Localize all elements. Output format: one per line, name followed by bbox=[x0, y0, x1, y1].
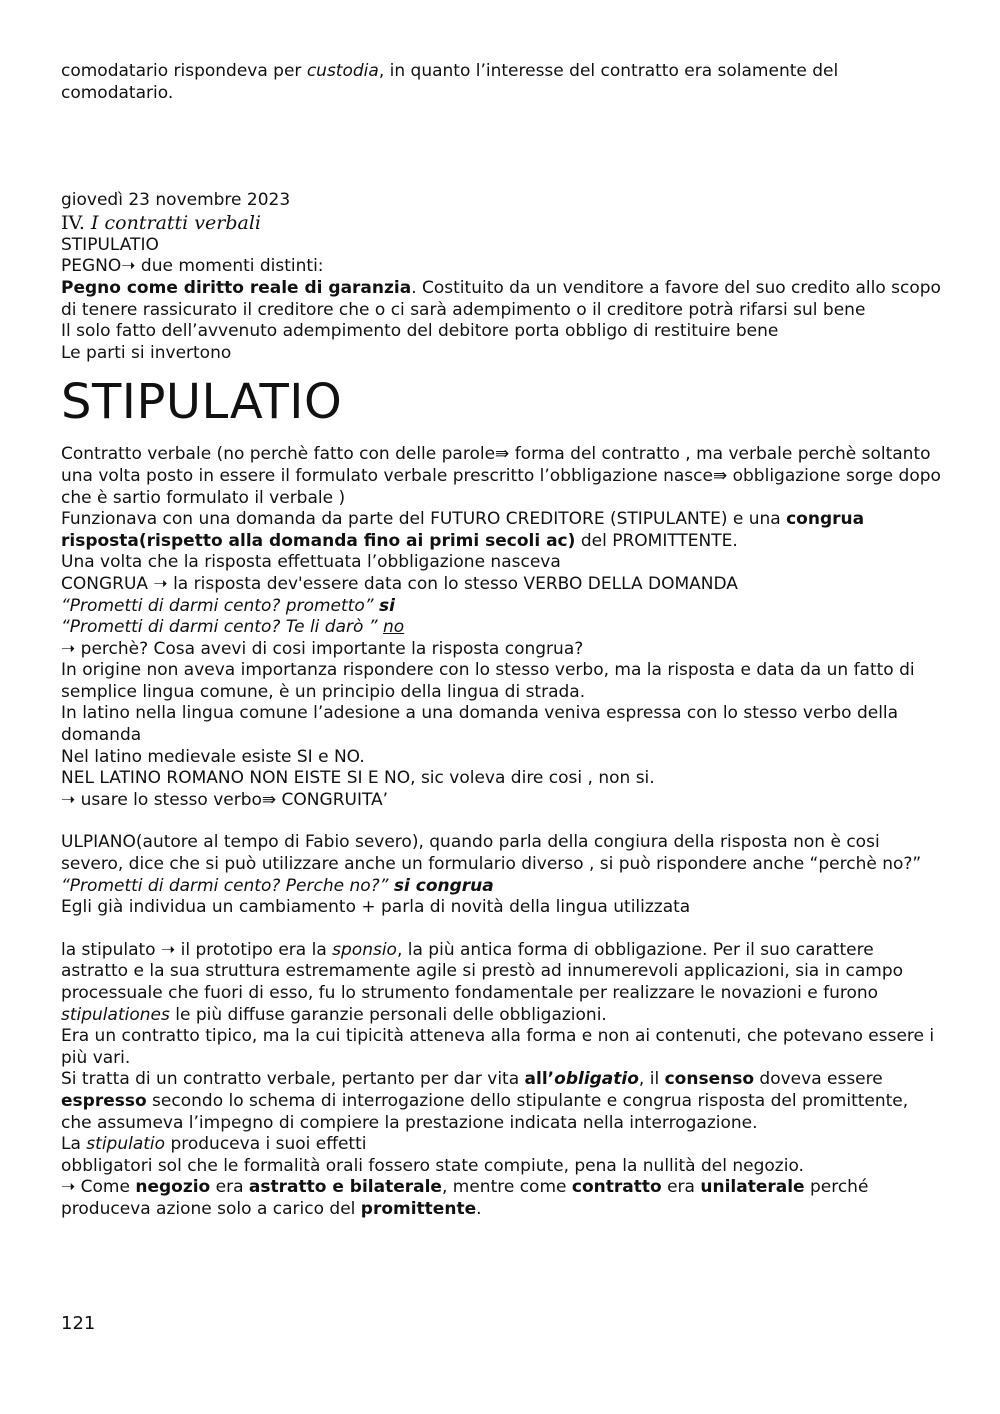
body-line-8: Nel latino medievale esiste SI e NO. bbox=[61, 746, 365, 767]
body-line-1: Contratto verbale (no perchè fatto con delle parole⇛ forma del contratto , ma verbale perchè soltanto una volta posto in essere il formulato verbale prescritto l’obbligazione nasce⇛ obbligazione sorge dopo che è sartio formulato il verbale ) bbox=[61, 444, 941, 508]
stipulatio-label: STIPULATIO bbox=[61, 234, 159, 255]
pegno-paragraph bbox=[61, 278, 941, 321]
bold-italic-text: si bbox=[378, 595, 395, 616]
text: produceva i suoi effetti bbox=[165, 1134, 367, 1155]
body-line-4: CONGRUA ➝ la risposta dev'essere data con lo stesso VERBO DELLA DOMANDA bbox=[61, 573, 738, 594]
text: perché produceva azione solo a carico del bbox=[61, 1177, 869, 1219]
pegno-bold: Pegno come diritto reale di garanzia bbox=[61, 277, 412, 298]
pegno-line-3: Le parti si invertono bbox=[61, 342, 232, 363]
pegno-line-2: Il solo fatto dell’avvenuto adempimento del debitore porta obbligo di restituire bene bbox=[61, 321, 779, 342]
bold-text: all’ bbox=[524, 1069, 555, 1090]
body-line-11: Egli già individua un cambiamento + parla di novità della lingua utilizzata bbox=[61, 897, 691, 918]
effetti-line bbox=[61, 1134, 941, 1156]
bold-text: negozio bbox=[135, 1177, 211, 1198]
page-number: 121 bbox=[61, 1313, 96, 1334]
ulpiano-paragraph: ULPIANO(autore al tempo di Fabio severo), quando parla della congiura della risposta non è cosi severo, dice che si può utilizzare anche un formulario diverso , si può rispondere anche “perchè no?” bbox=[61, 832, 922, 875]
text: Funzionava con una domanda da parte del FUTURO CREDITORE (STIPULANTE) e una bbox=[61, 509, 787, 530]
tipicita-paragraph: Era un contratto tipico, ma la cui tipicità atteneva alla forma e non ai contenuti, che potevano essere i più vari. bbox=[61, 1026, 935, 1068]
italic-text: sponsio bbox=[332, 939, 397, 960]
sponsio-paragraph bbox=[61, 940, 941, 1026]
body-line-7: In latino nella lingua comune l’adesione a una domanda veniva espressa con lo stesso verbo della domanda bbox=[61, 703, 899, 746]
body-line-6: In origine non aveva importanza rispondere con lo stesso verbo, ma la risposta e data da un fatto di semplice lingua comune, è un principio della lingua di strada. bbox=[61, 660, 915, 702]
obbligatori-line: obbligatori sol che le formalità orali fossero state compiute, pena la nullità del negozio. bbox=[61, 1155, 804, 1176]
bold-text: astratto e bilaterale bbox=[248, 1177, 442, 1198]
text: la stipulato ➝ il prototipo era la bbox=[61, 939, 333, 960]
bold-italic-text: si congrua bbox=[393, 875, 494, 896]
text: ➝ Come bbox=[61, 1177, 136, 1198]
spacer bbox=[61, 104, 941, 190]
bold-text: congrua risposta(rispetto alla domanda fino ai primi secoli ac) bbox=[61, 509, 865, 551]
body-line-3: Una volta che la risposta effettuata l’obbligazione nasceva bbox=[61, 552, 561, 573]
text: , mentre come bbox=[441, 1177, 572, 1198]
body-line-2 bbox=[61, 509, 941, 552]
intro-text-end: , in quanto l’interesse del contratto era solamente del comodatario. bbox=[61, 61, 839, 103]
text: doveva essere bbox=[754, 1069, 883, 1090]
text: , la più antica forma di obbligazione. Per il suo carattere astratto e la sua struttura estremamente agile si prestò ad innumerevoli applicazioni, sia in campo processuale che fuori di esso, fu lo strumento fondamentale per realizzare le novazioni e furono bbox=[61, 939, 904, 1003]
example-2 bbox=[61, 617, 941, 639]
italic-text: stipulatio bbox=[86, 1134, 166, 1155]
intro-text: comodatario rispondeva per bbox=[61, 61, 307, 81]
body-line-10: ➝ usare lo stesso verbo⇛ CONGRUITA’ bbox=[61, 789, 389, 810]
chapter-title bbox=[61, 212, 941, 235]
intro-paragraph bbox=[61, 61, 941, 104]
bold-text: unilaterale bbox=[700, 1177, 805, 1198]
chapter-name: I contratti verbali bbox=[90, 211, 261, 234]
spacer bbox=[61, 919, 941, 940]
negozio-paragraph bbox=[61, 1177, 941, 1220]
body-line-9: NEL LATINO ROMANO NON EISTE SI E NO, sic voleva dire cosi , non si. bbox=[61, 768, 655, 789]
document-page bbox=[61, 61, 941, 1221]
intro-italic: custodia bbox=[306, 61, 379, 81]
example-1 bbox=[61, 596, 941, 618]
body-line-5: ➝ perchè? Cosa avevi di cosi importante la risposta congrua? bbox=[61, 638, 584, 659]
spacer bbox=[61, 811, 941, 832]
bold-italic-text: obligatio bbox=[554, 1069, 639, 1090]
text: era bbox=[210, 1177, 249, 1198]
text: La bbox=[61, 1134, 87, 1155]
bold-text: espresso bbox=[61, 1090, 147, 1111]
italic-text: “Prometti di darmi cento? Perche no?” bbox=[61, 875, 394, 896]
text: le più diffuse garanzie personali delle obbligazioni. bbox=[169, 1004, 607, 1025]
bold-text: contratto bbox=[571, 1177, 662, 1198]
bold-text: consenso bbox=[664, 1069, 755, 1090]
text: . bbox=[476, 1198, 482, 1219]
bold-text: promittente bbox=[360, 1198, 477, 1219]
pegno-text: . Costituito da un venditore a favore del suo credito allo scopo di tenere rassicurato il creditore che o ci sarà adempimento o il creditore potrà rifarsi sul bene bbox=[61, 277, 941, 320]
date-line: giovedì 23 novembre 2023 bbox=[61, 190, 291, 211]
underlined-italic-text: no bbox=[383, 617, 405, 638]
italic-text: “Prometti di darmi cento? Te li darò ” bbox=[61, 617, 384, 638]
text: era bbox=[661, 1177, 701, 1198]
italic-text: stipulationes bbox=[61, 1004, 170, 1025]
consenso-paragraph bbox=[61, 1069, 941, 1134]
text: , il bbox=[638, 1069, 665, 1090]
italic-text: “Prometti di darmi cento? prometto” bbox=[61, 595, 379, 616]
section-heading: STIPULATIO bbox=[61, 374, 343, 431]
text: secondo lo schema di interrogazione dello stipulante e congrua risposta del promittente, che assumeva l’impegno di compiere la prestazione indicata nella interrogazione. bbox=[61, 1090, 909, 1133]
text: Si tratta di un contratto verbale, pertanto per dar vita bbox=[61, 1069, 525, 1090]
example-3 bbox=[61, 876, 941, 898]
text: del PROMITTENTE. bbox=[575, 530, 738, 551]
chapter-number: IV. bbox=[61, 211, 91, 234]
pegno-line: PEGNO➝ due momenti distinti: bbox=[61, 256, 324, 277]
